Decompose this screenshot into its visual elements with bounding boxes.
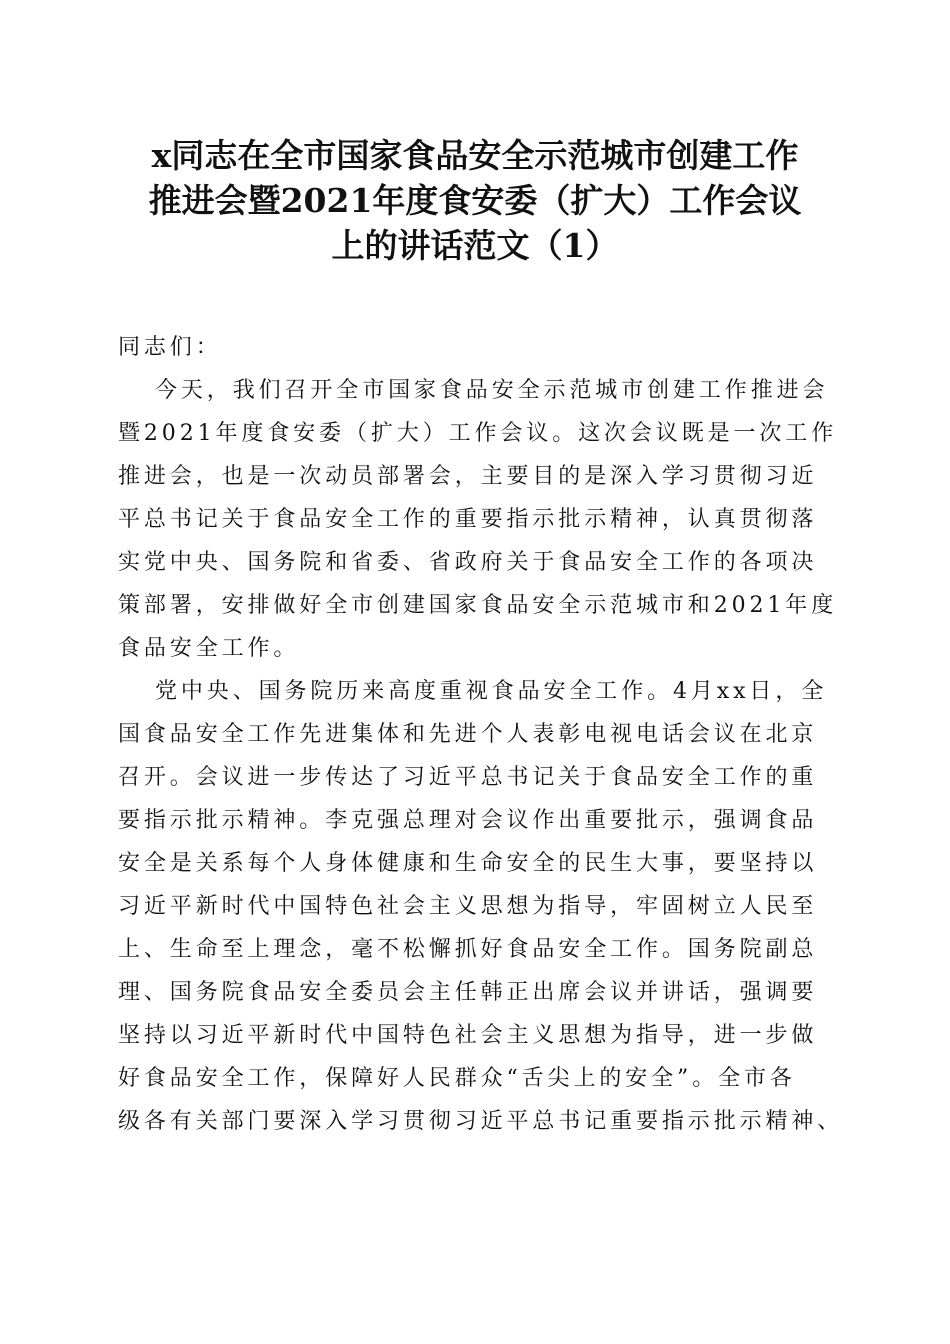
paragraph-line: 暨2021年度食安委（扩大）工作会议。这次会议既是一次工作 bbox=[118, 421, 838, 446]
paragraph-line: 级各有关部门要深入学习贯彻习近平总书记重要指示批示精神、 bbox=[118, 1109, 844, 1134]
paragraph-line: 习近平新时代中国特色社会主义思想为指导，牢固树立人民至 bbox=[118, 894, 818, 919]
paragraph-line: 上、生命至上理念，毫不松懈抓好食品安全工作。国务院副总 bbox=[118, 937, 818, 962]
paragraph-2 bbox=[118, 670, 844, 1143]
title-line-2: 推进会暨2021年度食安委（扩大）工作会议 bbox=[148, 181, 802, 220]
paragraph-line: 平总书记关于食品安全工作的重要指示批示精神，认真贯彻落 bbox=[118, 507, 818, 532]
paragraph-line: 策部署，安排做好全市创建国家食品安全示范城市和2021年度 bbox=[118, 593, 838, 618]
document-body bbox=[118, 326, 844, 1143]
paragraph-line: 党中央、国务院历来高度重视食品安全工作。4月xx日，全 bbox=[155, 679, 828, 704]
paragraph-line: 理、国务院食品安全委员会主任韩正出席会议并讲话，强调要 bbox=[118, 980, 818, 1005]
paragraph-1 bbox=[118, 369, 838, 670]
paragraph-line: 好食品安全工作，保障好人民群众“舌尖上的安全”。全市各 bbox=[118, 1066, 796, 1091]
paragraph-line: 推进会，也是一次动员部署会，主要目的是深入学习贯彻习近 bbox=[118, 464, 818, 489]
paragraph-line: 食品安全工作。 bbox=[118, 636, 300, 661]
paragraph-line: 国食品安全工作先进集体和先进个人表彰电视电话会议在北京 bbox=[118, 722, 818, 747]
paragraph-line: 要指示批示精神。李克强总理对会议作出重要批示，强调食品 bbox=[118, 808, 818, 833]
title-line-3: 上的讲话范文（1） bbox=[331, 226, 619, 265]
salutation: 同志们： bbox=[118, 335, 222, 360]
title-line-1: x同志在全市国家食品安全示范城市创建工作 bbox=[151, 136, 799, 175]
paragraph-line: 实党中央、国务院和省委、省政府关于食品安全工作的各项决 bbox=[118, 550, 818, 575]
paragraph-line: 今天，我们召开全市国家食品安全示范城市创建工作推进会 bbox=[155, 378, 829, 403]
paragraph-line: 坚持以习近平新时代中国特色社会主义思想为指导，进一步做 bbox=[118, 1023, 818, 1048]
document-title bbox=[110, 133, 840, 268]
paragraph-line: 召开。会议进一步传达了习近平总书记关于食品安全工作的重 bbox=[118, 765, 818, 790]
paragraph-line: 安全是关系每个人身体健康和生命安全的民生大事，要坚持以 bbox=[118, 851, 818, 876]
